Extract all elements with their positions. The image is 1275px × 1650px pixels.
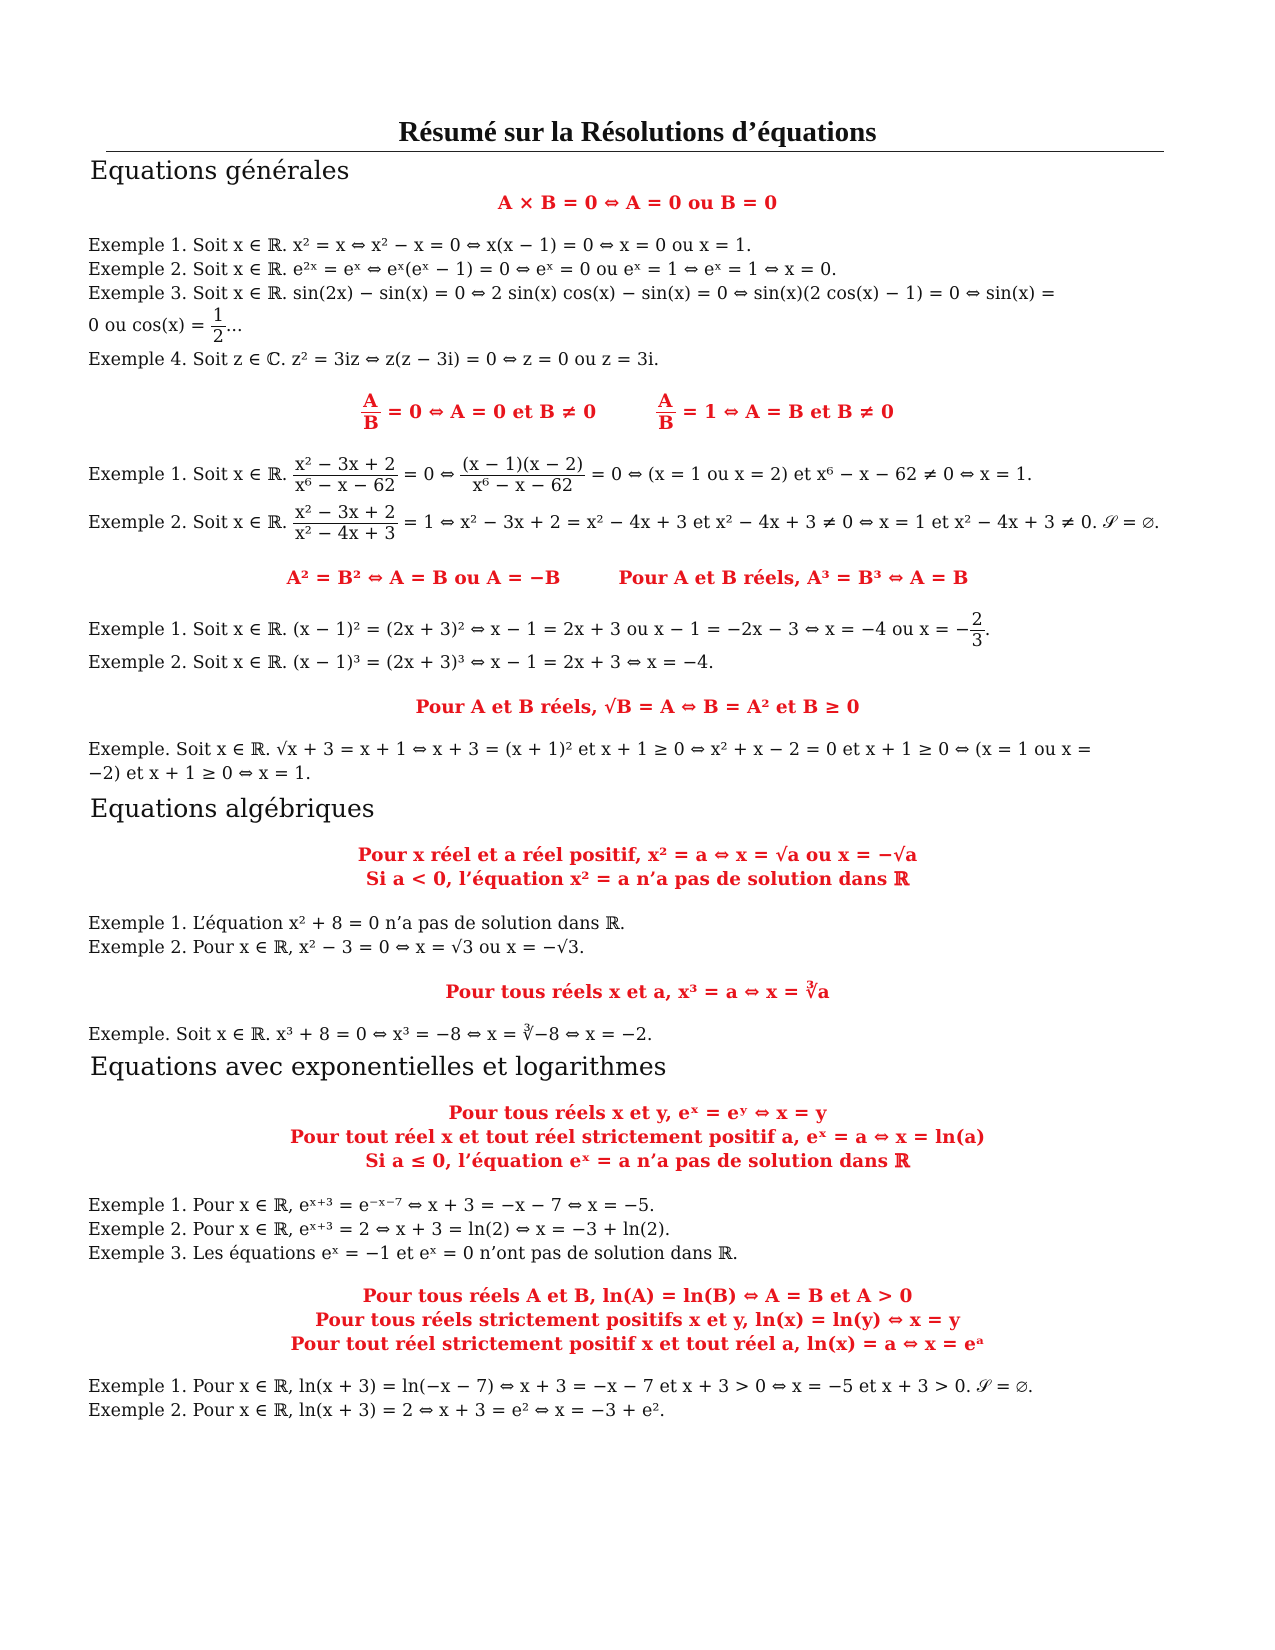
example-text: = 0 ⇔ [403, 465, 455, 485]
rule-fraction-one [656, 391, 894, 434]
example-line: Exemple 2. Pour x ∈ ℝ, ln(x + 3) = 2 ⇔ x + 3 = e² ⇔ x = −3 + e². [88, 1401, 665, 1421]
fraction-numerator: x² − 3x + 2 [294, 455, 396, 475]
fraction-denominator: B [363, 413, 379, 434]
title-underline [106, 151, 1164, 152]
section-heading-exp-log: Equations avec exponentielles et logarithmes [90, 1052, 667, 1081]
rule-ln-value: Pour tout réel strictement positif x et tout réel a, ln(x) = a ⇔ x = eᵃ [290, 1334, 985, 1355]
example-line: Exemple 1. Pour x ∈ ℝ, ln(x + 3) = ln(−x − 7) ⇔ x + 3 = −x − 7 et x + 3 > 0 ⇔ x = −5 et x + 3 > 0. 𝒮 = ∅. [88, 1377, 1034, 1397]
example-line: Exemple 1. Pour x ∈ ℝ, eˣ⁺³ = e⁻ˣ⁻⁷ ⇔ x + 3 = −x − 7 ⇔ x = −5. [88, 1196, 655, 1216]
example-line: Exemple. Soit x ∈ ℝ. √x + 3 = x + 1 ⇔ x + 3 = (x + 1)² et x + 1 ≥ 0 ⇔ x² + x − 2 = 0 et x + 1 ≥ 0 ⇔ (x = 1 ou x = [88, 740, 1092, 760]
example-text: = 0 ⇔ (x = 1 ou x = 2) et x⁶ − x − 62 ≠ 0 ⇔ x = 1. [590, 465, 1033, 485]
fraction-denominator: x⁶ − x − 62 [294, 476, 396, 496]
example-text: Exemple 2. Soit x ∈ ℝ. [88, 513, 288, 533]
rule-ln-equal: Pour tous réels A et B, ln(A) = ln(B) ⇔ A = B et A > 0 [362, 1286, 913, 1307]
example-text: ... [225, 316, 243, 336]
example-line: Exemple 2. Pour x ∈ ℝ, eˣ⁺³ = 2 ⇔ x + 3 = ln(2) ⇔ x = −3 + ln(2). [88, 1220, 671, 1240]
fraction-numerator: x² − 3x + 2 [294, 503, 396, 523]
rule-square-root: Pour A et B réels, √B = A ⇔ B = A² et B ≥ 0 [415, 697, 860, 718]
fraction-denominator: 2 [212, 327, 224, 347]
fraction [211, 306, 226, 347]
rule-square-equation: Pour x réel et a réel positif, x² = a ⇔ x = √a ou x = −√a [357, 845, 918, 866]
rule-row-fractions [0, 391, 1275, 434]
rule-text: = 1 ⇔ A = B et B ≠ 0 [682, 401, 894, 423]
rule-exp-value: Pour tout réel x et tout réel strictement positif a, eˣ = a ⇔ x = ln(a) [289, 1127, 986, 1148]
example-text: . [984, 620, 991, 640]
fraction [460, 455, 585, 496]
rule-no-solution: Si a < 0, l’équation x² = a n’a pas de solution dans ℝ [365, 869, 910, 890]
example-line: Exemple 2. Soit x ∈ ℝ. e²ˣ = eˣ ⇔ eˣ(eˣ − 1) = 0 ⇔ eˣ = 0 ou eˣ = 1 ⇔ eˣ = 1 ⇔ x = 0. [88, 260, 837, 280]
rule-exp-equal: Pour tous réels x et y, eˣ = eʸ ⇔ x = y [448, 1103, 827, 1124]
rule-exp-no-solution: Si a ≤ 0, l’équation eˣ = a n’a pas de solution dans ℝ [365, 1151, 910, 1172]
fraction-numerator: 2 [971, 610, 983, 630]
fraction-numerator: (x − 1)(x − 2) [462, 455, 584, 475]
fraction-numerator: A [656, 391, 676, 413]
page-title: Résumé sur la Résolutions d’équations [398, 116, 877, 148]
fraction-denominator: B [658, 413, 674, 434]
example-line: Exemple 2. Soit x ∈ ℝ. (x − 1)³ = (2x + 3)³ ⇔ x − 1 = 2x + 3 ⇔ x = −4. [88, 653, 714, 673]
example-text: Exemple 1. Soit x ∈ ℝ. (x − 1)² = (2x + 3)² ⇔ x − 1 = 2x + 3 ou x − 1 = −2x − 3 ⇔ x = −4 ou x = − [88, 620, 970, 640]
example-line: Exemple 3. Soit x ∈ ℝ. sin(2x) − sin(x) = 0 ⇔ 2 sin(x) cos(x) − sin(x) = 0 ⇔ sin(x)(2 cos(x) − 1) = 0 ⇔ sin(x) = [88, 284, 1056, 304]
example-line: Exemple 4. Soit z ∈ ℂ. z² = 3iz ⇔ z(z − 3i) = 0 ⇔ z = 0 ou z = 3i. [88, 350, 660, 370]
fraction-denominator: x⁶ − x − 62 [472, 476, 574, 496]
example-line: Exemple 2. Pour x ∈ ℝ, x² − 3 = 0 ⇔ x = √3 ou x = −√3. [88, 938, 585, 958]
rule-text: = 0 ⇔ A = 0 et B ≠ 0 [387, 401, 597, 423]
fraction-numerator: 1 [212, 306, 224, 326]
rule-cube-root: Pour tous réels x et a, x³ = a ⇔ x = ∛a [445, 982, 830, 1003]
example-line-continued [88, 306, 1178, 347]
rule-product-zero: A × B = 0 ⇔ A = 0 ou B = 0 [497, 193, 778, 214]
example-line: Exemple. Soit x ∈ ℝ. x³ + 8 = 0 ⇔ x³ = −8 ⇔ x = ∛−8 ⇔ x = −2. [88, 1025, 653, 1045]
example-line: Exemple 1. Soit x ∈ ℝ. x² = x ⇔ x² − x = 0 ⇔ x(x − 1) = 0 ⇔ x = 0 ou x = 1. [88, 236, 752, 256]
example-text: 0 ou cos(x) = [88, 316, 206, 336]
rule-square: A² = B² ⇔ A = B ou A = −B [286, 568, 561, 589]
section-heading-general: Equations générales [90, 156, 350, 185]
fraction [293, 503, 398, 544]
rule-row-powers [0, 568, 1275, 589]
example-line: Exemple 1. L’équation x² + 8 = 0 n’a pas de solution dans ℝ. [88, 914, 626, 934]
section-heading-algebraic: Equations algébriques [90, 794, 375, 823]
fraction [970, 610, 985, 651]
fraction-denominator: x² − 4x + 3 [294, 524, 396, 544]
example-line: Exemple 3. Les équations eˣ = −1 et eˣ = 0 n’ont pas de solution dans ℝ. [88, 1244, 738, 1264]
fraction-denominator: 3 [971, 631, 983, 651]
rule-cube: Pour A et B réels, A³ = B³ ⇔ A = B [618, 568, 969, 589]
fraction-numerator: A [361, 391, 381, 413]
example-line [88, 610, 1178, 651]
example-line [88, 455, 1178, 496]
rule-fraction-zero [361, 391, 596, 434]
example-text: = 1 ⇔ x² − 3x + 2 = x² − 4x + 3 et x² − 4x + 3 ≠ 0 ⇔ x = 1 et x² − 4x + 3 ≠ 0. 𝒮 = ∅. [403, 513, 1160, 533]
fraction [656, 391, 676, 434]
example-line-continued: −2) et x + 1 ≥ 0 ⇔ x = 1. [88, 764, 311, 784]
fraction [361, 391, 381, 434]
fraction [293, 455, 398, 496]
example-text: Exemple 1. Soit x ∈ ℝ. [88, 465, 288, 485]
example-line [88, 503, 1178, 544]
rule-ln-positive: Pour tous réels strictement positifs x et y, ln(x) = ln(y) ⇔ x = y [315, 1310, 960, 1331]
